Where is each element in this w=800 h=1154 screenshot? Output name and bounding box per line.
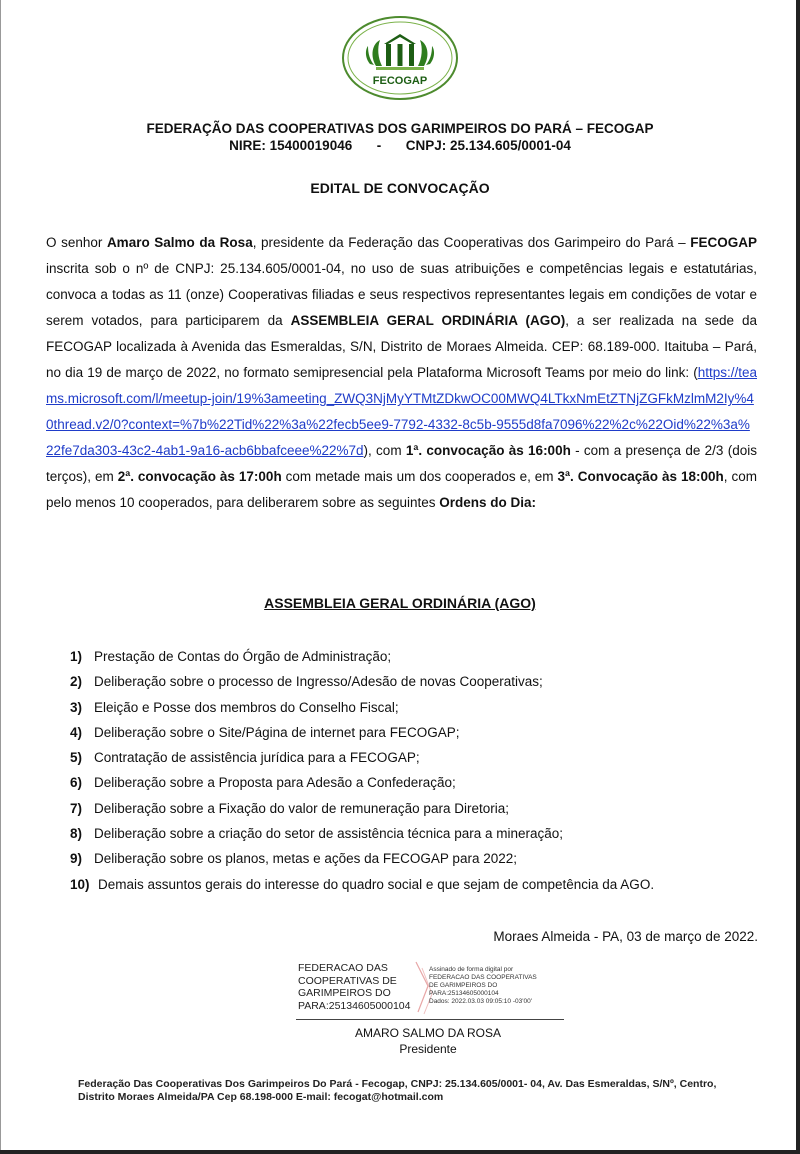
signer-name: AMARO SALMO DA ROSA xyxy=(354,1026,502,1040)
place-date: Moraes Almeida - PA, 03 de março de 2022. xyxy=(493,929,758,944)
page-right-border xyxy=(796,0,800,1154)
svg-text:FECOGAP: FECOGAP xyxy=(372,75,428,87)
agenda-list xyxy=(70,644,770,897)
text-segment: , com pelo menos 10 cooperados, para deliberarem sobre as seguintes xyxy=(46,469,757,510)
cnpj-number: CNPJ: 25.134.605/0001-04 xyxy=(405,138,571,153)
text-segment: - com a presença de 2/3 (dois terços), em xyxy=(46,443,757,484)
agenda-item xyxy=(70,720,770,745)
agenda-text: Contratação de assistência jurídica para a FECOGAP; xyxy=(94,750,420,766)
agenda-item xyxy=(70,669,770,694)
agenda-intro: Ordens do Dia: xyxy=(439,495,537,510)
agenda-text: Deliberação sobre a Proposta para Adesão a Confederação; xyxy=(94,775,456,791)
text-segment: inscrita sob o nº de CNPJ: 25.134.605/0001-04, no uso de suas atribuições e competências legais e estatutárias, convoca a todas as 11 (onze) Cooperativas filiadas e seus respectivos representantes legais em condições de votar e serem votados, para participarem da xyxy=(46,261,757,328)
signer-block xyxy=(296,1025,560,1057)
text-segment: , a ser realizada na sede da FECOGAP localizada à Avenida das Esmeraldas, S/N, Distrito de Moraes Almeida. CEP: 68.189-000. Itaituba – Pará, no dia 19 de março de 2022, no formato semipresencial pela Plataforma Microsoft Teams por meio do link: ( xyxy=(46,313,758,380)
fecogap-logo-icon xyxy=(340,14,460,102)
digital-signature-name xyxy=(298,962,420,1012)
agenda-text: Eleição e Posse dos membros do Conselho Fiscal; xyxy=(94,699,399,715)
agenda-item xyxy=(70,644,770,669)
agenda-number: 3) xyxy=(70,699,83,715)
signature-detail: DE GARIMPEIROS DO xyxy=(429,982,498,989)
agenda-item xyxy=(70,770,770,795)
org-ids xyxy=(0,138,800,153)
agenda-number: 9) xyxy=(70,851,83,867)
signature-detail: Dados: 2022.03.03 09:05:10 -03'00' xyxy=(429,998,532,1005)
assembly-name: ASSEMBLEIA GERAL ORDINÁRIA (AGO) xyxy=(290,313,566,328)
digital-signature-details xyxy=(429,966,564,1006)
agenda-item xyxy=(70,846,770,871)
text-segment: O senhor xyxy=(46,235,107,250)
signature-line: PARA:25134605000104 xyxy=(298,999,411,1012)
section-title: ASSEMBLEIA GERAL ORDINÁRIA (AGO) xyxy=(264,595,536,611)
text-segment: com metade mais um dos cooperados e, em xyxy=(281,469,558,484)
signer-role: Presidente xyxy=(399,1042,457,1056)
agenda-item xyxy=(70,745,770,770)
signature-detail: PARA:25134605000104 xyxy=(429,990,499,997)
agenda-number: 7) xyxy=(70,800,83,816)
agenda-item xyxy=(70,821,770,846)
document-title: EDITAL DE CONVOCAÇÃO xyxy=(310,180,490,196)
signature-detail: FEDERACAO DAS COOPERATIVAS xyxy=(429,974,537,981)
first-call: 1ª. convocação às 16:00h xyxy=(405,443,571,458)
agenda-number: 8) xyxy=(70,826,83,842)
third-call: 3ª. Convocação às 18:00h xyxy=(557,469,724,484)
agenda-item xyxy=(70,872,770,897)
footer-address: Federação Das Cooperativas Dos Garimpeiros Do Pará - Fecogap, CNPJ: 25.134.605/0001- 04, Av. Das Esmeraldas, S/Nº, Centro, Distrito Moraes Almeida/PA Cep 68.198-000 E-mail: fecogat@hotmail.com xyxy=(78,1078,717,1103)
text-segment: , presidente da Federação das Cooperativas dos Garimpeiro do Pará – xyxy=(252,235,691,250)
id-separator: - xyxy=(376,138,382,153)
agenda-text: Deliberação sobre os planos, metas e ações da FECOGAP para 2022; xyxy=(94,851,517,867)
agenda-number: 2) xyxy=(70,674,83,690)
nire-number: NIRE: 15400019046 xyxy=(229,138,353,153)
agenda-text: Demais assuntos gerais do interesse do quadro social e que sejam de competência da AGO. xyxy=(98,876,655,892)
page-bottom-border xyxy=(0,1150,800,1154)
org-acronym: FECOGAP xyxy=(690,235,758,250)
agenda-text: Deliberação sobre o processo de Ingresso/Adesão de novas Cooperativas; xyxy=(94,674,543,690)
convocation-paragraph xyxy=(46,230,757,516)
signature-detail: Assinado de forma digital por xyxy=(429,966,514,973)
agenda-text: Deliberação sobre a criação do setor de assistência técnica para a mineração; xyxy=(94,826,564,842)
president-name: Amaro Salmo da Rosa xyxy=(106,235,253,250)
page-left-edge xyxy=(0,0,1,1154)
teams-meeting-link[interactable]: https://teams.microsoft.com/l/meetup-join/19%3ameeting_ZWQ3NjMyYTMtZDkwOC00MWQ4LTkxNmEtZTNjZGFkMzlmM2Iy%40thread.v2/0?context=%7b%22Tid%22%3a%22fecb5ee9-7792-4332-8c5b-9555d8fa7096%22%2c%22Oid%22%3a%22fe7da303-43c2-4ab1-9a16-acb6bbafceee%22%7d xyxy=(46,365,757,458)
signature-rule xyxy=(296,1019,564,1020)
agenda-number: 5) xyxy=(70,750,83,766)
text-segment: ), com xyxy=(363,443,406,458)
second-call: 2ª. convocação às 17:00h xyxy=(117,469,282,484)
signature-line: COOPERATIVAS DE xyxy=(298,974,397,987)
agenda-number: 4) xyxy=(70,724,83,740)
agenda-text: Deliberação sobre o Site/Página de internet para FECOGAP; xyxy=(94,724,460,740)
agenda-text: Deliberação sobre a Fixação do valor de remuneração para Diretoria; xyxy=(94,800,509,816)
agenda-text: Prestação de Contas do Órgão de Administração; xyxy=(94,649,392,664)
agenda-number: 10) xyxy=(70,876,90,892)
signature-line: FEDERACAO DAS xyxy=(298,962,388,974)
agenda-number: 1) xyxy=(70,649,83,664)
org-name: FEDERAÇÃO DAS COOPERATIVAS DOS GARIMPEIROS DO PARÁ – FECOGAP xyxy=(146,121,654,136)
agenda-number: 6) xyxy=(70,775,83,791)
signature-line: GARIMPEIROS DO xyxy=(298,987,391,999)
agenda-item xyxy=(70,695,770,720)
agenda-item xyxy=(70,796,770,821)
